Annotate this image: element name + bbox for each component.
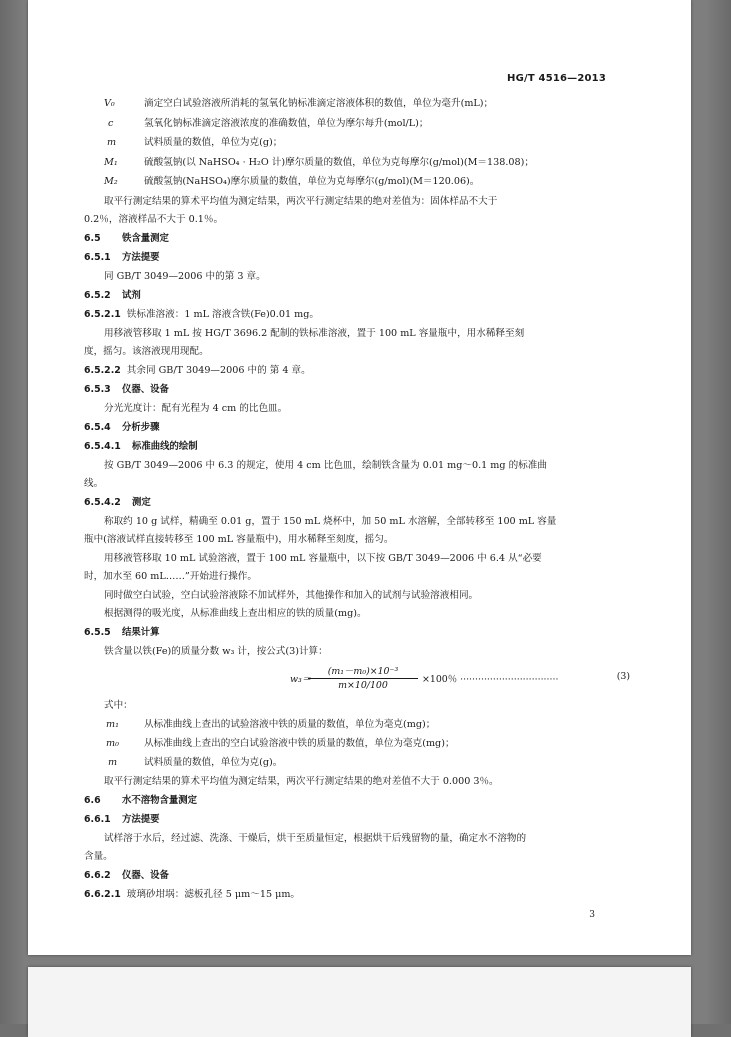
def-symbol: m [107,137,117,148]
paragraph: 6.5.2.1 铁标准溶液：1 mL 溶液含铁(Fe)0.01 mg。 [84,309,319,320]
def-text: 氢氧化钠标准滴定溶液浓度的准确数值，单位为摩尔每升(mol/L)； [144,118,429,129]
section-heading: 6.5.4.2 测定 [84,497,151,508]
paragraph: 0.2％，溶液样品不大于 0.1％。 [84,214,224,225]
paragraph: 同时做空白试验，空白试验溶液除不加试样外，其他操作和加入的试剂与试验溶液相同。 [104,590,479,601]
paragraph: 取平行测定结果的算术平均值为测定结果，两次平行测定结果的绝对差值为：固体样品不大于 [104,196,498,207]
def-symbol: c [108,118,114,129]
paragraph: 用移液管移取 1 mL 按 HG/T 3696.2 配制的铁标准溶液，置于 100 mL 容量瓶中，用水稀释至刻 [104,328,525,339]
def-text: 从标准曲线上查出的试验溶液中铁的质量的数值，单位为毫克(mg)； [144,719,436,730]
paragraph: 取平行测定结果的算术平均值为测定结果，两次平行测定结果的绝对差值不大于 0.000 3％。 [104,776,499,787]
def-symbol: m₁ [106,719,119,730]
section-heading: 6.5.4 分析步骤 [84,422,160,433]
section-heading: 6.5 铁含量测定 [84,233,169,244]
formula-fraction [308,663,418,691]
formula-denominator: m×10/100 [338,680,388,691]
paragraph: 按 GB/T 3049—2006 中 6.3 的规定，使用 4 cm 比色皿，绘制铁含量为 0.01 mg～0.1 mg 的标准曲 [104,460,547,471]
def-symbol: m [108,757,118,768]
formula-3 [290,663,630,693]
formula-lhs: w₃＝ [290,674,312,685]
paragraph: 同 GB/T 3049—2006 中的第 3 章。 [104,271,266,282]
standard-header: HG/T 4516—2013 [507,73,606,84]
def-text: 试料质量的数值，单位为克(g)。 [144,757,283,768]
section-heading: 6.6 水不溶物含量测定 [84,795,198,806]
formula-number: (3) [616,671,630,682]
paragraph: 试样溶于水后，经过滤、洗涤、干燥后，烘干至质量恒定，根据烘干后残留物的量，确定水不溶物的 [104,833,527,844]
def-symbol: M₂ [104,176,118,187]
paragraph: 6.6.2.1 玻璃砂坩埚：滤板孔径 5 μm～15 μm。 [84,889,301,900]
section-heading: 6.6.1 方法提要 [84,814,160,825]
paragraph: 6.5.2.2 其余同 GB/T 3049—2006 中的 第 4 章。 [84,365,311,376]
paragraph: 称取约 10 g 试样，精确至 0.01 g，置于 150 mL 烧杯中，加 50 mL 水溶解，全部转移至 100 mL 容量 [104,516,557,527]
formula-numerator: (m₁－m₀)×10⁻³ [308,663,418,679]
section-heading: 6.5.5 结果计算 [84,627,160,638]
page-number: 3 [589,910,595,920]
section-heading: 6.5.1 方法提要 [84,252,160,263]
paragraph: 度，摇匀。该溶液现用现配。 [84,346,209,357]
paragraph: 用移液管移取 10 mL 试验溶液，置于 100 mL 容量瓶中，以下按 GB/T 3049—2006 中 6.4 从“必要 [104,553,542,564]
def-text: 滴定空白试验溶液所消耗的氢氧化钠标准滴定溶液体积的数值，单位为毫升(mL)； [144,98,494,109]
next-page [28,967,691,1037]
def-text: 硫酸氢钠(以 NaHSO₄ · H₂O 计)摩尔质量的数值，单位为克每摩尔(g/mol)(M＝138.08)； [144,157,534,168]
def-text: 从标准曲线上查出的空白试验溶液中铁的质量的数值，单位为毫克(mg)； [144,738,455,749]
section-heading: 6.6.2 仪器、设备 [84,870,169,881]
def-symbol: m₀ [106,738,119,749]
def-text: 硫酸氢钠(NaHSO₄)摩尔质量的数值，单位为克每摩尔(g/mol)(M＝120.06)。 [144,176,480,187]
paragraph: 含量。 [84,851,113,862]
section-heading: 6.5.2 试剂 [84,290,141,301]
paragraph: 铁含量以铁(Fe)的质量分数 w₃ 计，按公式(3)计算： [104,646,328,657]
paragraph: 瓶中(溶液试样直接转移至 100 mL 容量瓶中)，用水稀释至刻度，摇匀。 [84,534,394,545]
document-page [28,0,691,955]
section-heading: 6.5.3 仪器、设备 [84,384,169,395]
paragraph: 分光光度计：配有光程为 4 cm 的比色皿。 [104,403,288,414]
def-symbol: M₁ [104,157,118,168]
formula-rest: ×100％ ································· [422,674,559,685]
def-symbol: V₀ [104,98,115,109]
where-label: 式中： [104,700,133,711]
paragraph: 根据测得的吸光度，从标准曲线上查出相应的铁的质量(mg)。 [104,608,367,619]
section-heading: 6.5.4.1 标准曲线的绘制 [84,441,198,452]
paragraph: 线。 [84,478,104,489]
paragraph: 时，加水至 60 mL……”开始进行操作。 [84,571,257,582]
def-text: 试料质量的数值，单位为克(g)； [144,137,283,148]
